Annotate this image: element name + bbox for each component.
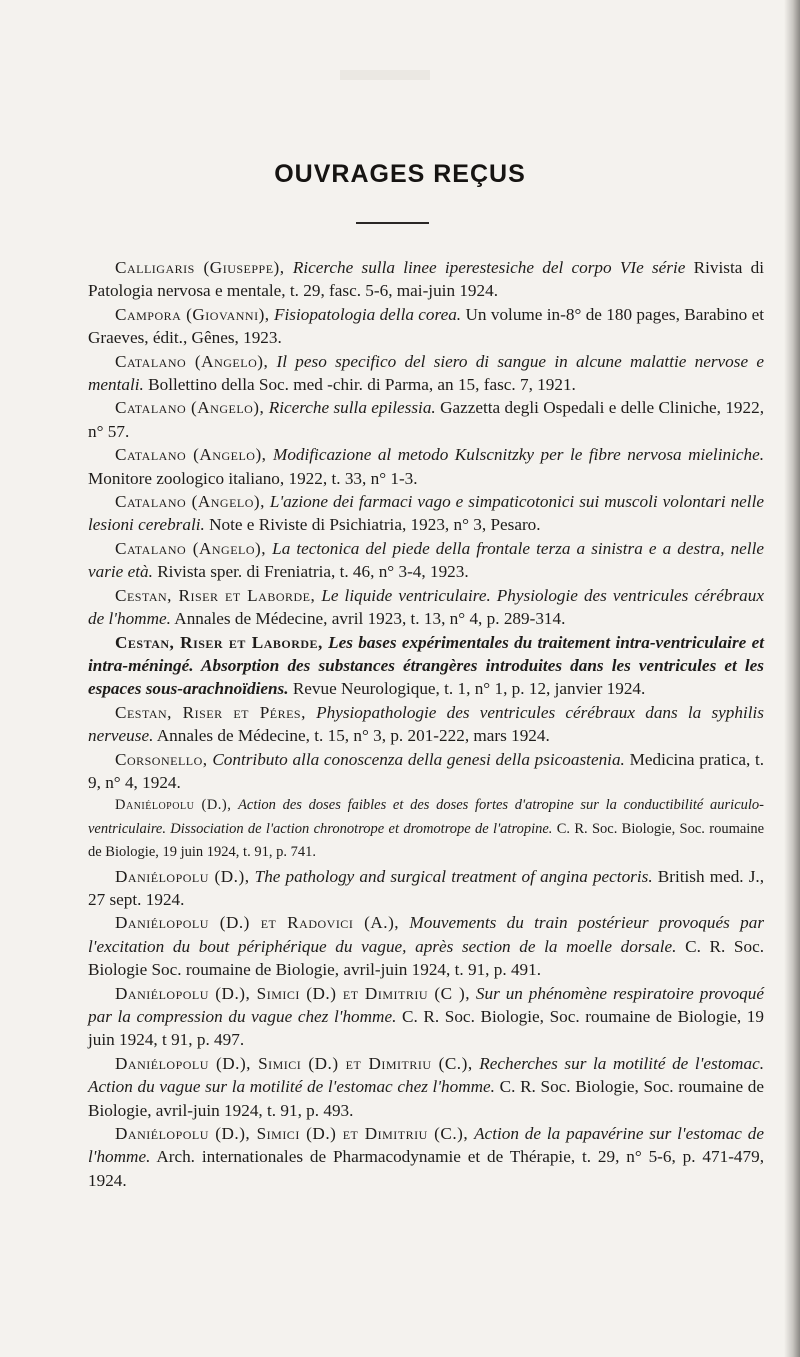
entry-author: Cestan, Riser et Laborde,	[115, 632, 323, 652]
entry-title: Recherches sur la motilité de l'estomac. Action du vague sur la motilité de l'estomac chez l'homme.	[88, 1053, 764, 1097]
entry-author: Catalano (Angelo),	[115, 538, 267, 558]
bibliography-entry	[88, 631, 764, 701]
bibliography-entry	[88, 537, 764, 584]
entry-title: La tectonica del piede della frontale terza a sinistra e a destra, nelle varie età.	[88, 538, 764, 582]
bibliography-entry	[88, 982, 764, 1052]
entry-title: L'azione dei farmaci vago e simpaticotonici sui muscoli volontari nelle lesioni cerebrali.	[88, 492, 764, 535]
entry-source: Bollettino della Soc. med -chir. di Parma, an 15, fasc. 7, 1921.	[148, 375, 576, 395]
entry-title: Fisiopatologia della corea.	[273, 304, 462, 324]
bibliography-entry	[88, 911, 764, 981]
bibliography-entry	[88, 1122, 764, 1192]
bibliography-entry	[88, 490, 764, 537]
entry-author: Catalano (Angelo),	[115, 492, 265, 512]
entry-author: Campora (Giovanni),	[115, 304, 270, 324]
entry-source: Medicina pratica, t. 9, n° 4, 1924.	[88, 749, 765, 792]
entry-source: C. R. Soc. Biologie, Soc. roumaine de Biologie, 19 juin 1924, t 91, p. 497.	[88, 1007, 764, 1050]
title-rule	[356, 222, 429, 224]
entry-author: Catalano (Angelo),	[115, 445, 267, 465]
entry-source: Gazzetta degli Ospedali e delle Cliniche, 1922, n° 57.	[88, 398, 765, 441]
entry-author: Corsonello,	[115, 749, 208, 769]
bibliography-entry	[88, 396, 764, 443]
entry-source: Annales de Médecine, t. 15, n° 3, p. 201-222, mars 1924.	[156, 726, 550, 746]
entry-title: Il peso specifico del siero di sangue in alcune malattie nervose e mentali.	[88, 351, 764, 395]
bibliography-entry	[88, 443, 764, 490]
entry-source: Rivista di Patologia nervosa e mentale, t. 29, fasc. 5-6, mai-juin 1924.	[88, 258, 764, 301]
entry-author: Daniélopolu (D.) et Radovici (A.),	[115, 913, 400, 933]
entry-author: Catalano (Angelo),	[115, 351, 269, 371]
entry-author: Daniélopolu (D.), Simici (D.) et Dimitriu (C ),	[115, 983, 471, 1003]
entry-title: Physiopathologie des ventricules cérébraux dans la syphilis nerveuse.	[88, 702, 764, 746]
bibliography-entry	[88, 865, 764, 912]
entry-title: Les bases expérimentales du traitement intra-ventriculaire et intra-méningé. Absorption des substances étrangères introduites dans les ventricules et les espaces sous-arachnoïdiens.	[88, 632, 764, 699]
entry-title: Ricerche sulla epilessia.	[268, 398, 436, 418]
entry-title: Mouvements du train postérieur provoqués par l'excitation du bout périphérique du vague, après section de la moelle dorsale.	[88, 913, 765, 956]
bibliography-entry	[88, 701, 764, 748]
bibliography-entry	[88, 350, 764, 397]
bibliography-entry	[88, 1052, 764, 1122]
entry-source: British med. J., 27 sept. 1924.	[88, 866, 765, 909]
entry-source: Revue Neurologique, t. 1, n° 1, p. 12, janvier 1924.	[292, 679, 646, 699]
entry-author: Daniélopolu (D.),	[115, 866, 250, 886]
entry-title: Modificazione al metodo Kulscnitzky per le fibre nervosa mieliniche.	[273, 445, 765, 465]
entry-source: C. R. Soc. Biologie, Soc. roumaine de Biologie, avril-juin 1924, t. 91, p. 493.	[88, 1077, 764, 1120]
entry-source: C. R. Soc. Biologie, Soc. roumaine de Biologie, 19 juin 1924, t. 91, p. 741.	[88, 820, 764, 861]
bibliography-entry	[88, 584, 764, 631]
entry-author: Cestan, Riser et Péres,	[115, 702, 306, 722]
bibliography-entry	[88, 794, 764, 864]
entry-source: Arch. internationales de Pharmacodynamie et de Thérapie, t. 29, n° 5-6, p. 471-479, 1924.	[88, 1147, 764, 1190]
entry-author: Catalano (Angelo),	[115, 398, 265, 418]
entry-title: Le liquide ventriculaire. Physiologie des ventricules cérébraux de l'homme.	[88, 585, 764, 629]
entry-source: C. R. Soc. Biologie Soc. roumaine de Biologie, avril-juin 1924, t. 91, p. 491.	[88, 936, 764, 980]
entry-author: Daniélopolu (D.),	[115, 797, 232, 814]
entry-source: Monitore zoologico italiano, 1922, t. 33, n° 1-3.	[88, 468, 418, 488]
entry-title: Contributo alla conoscenza della genesi della psicoastenia.	[212, 749, 625, 769]
entry-source: Rivista sper. di Freniatria, t. 46, n° 3-4, 1923.	[157, 562, 469, 582]
entry-source: Note e Riviste di Psichiatria, 1923, n° 3, Pesaro.	[209, 515, 541, 535]
entry-title: Sur un phénomène respiratoire provoqué par la compression du vague chez l'homme.	[88, 983, 764, 1026]
bleed-through-mark	[340, 70, 430, 80]
bibliography-entry	[88, 303, 764, 350]
entry-source: Annales de Médecine, avril 1923, t. 13, n° 4, p. 289-314.	[174, 609, 566, 629]
entry-author: Daniélopolu (D.), Simici (D.) et Dimitriu (C.),	[115, 1053, 473, 1073]
bibliography-list	[88, 256, 764, 1192]
bibliography-entry	[88, 748, 764, 795]
page-title: OUVRAGES REÇUS	[274, 160, 526, 188]
entry-title: Ricerche sulla linee iperestesiche del corpo VIe série	[292, 258, 686, 277]
entry-title: The pathology and surgical treatment of angina pectoris.	[254, 866, 653, 886]
bibliography-entry	[88, 256, 764, 303]
entry-title: Action de la papavérine sur l'estomac de l'homme.	[88, 1124, 765, 1167]
entry-author: Daniélopolu (D.), Simici (D.) et Dimitriu (C.),	[115, 1124, 469, 1144]
entry-author: Calligaris (Giuseppe),	[115, 258, 285, 277]
entry-author: Cestan, Riser et Laborde,	[115, 585, 316, 605]
page-edge-shadow	[784, 0, 800, 1357]
entry-title: Action des doses faibles et des doses fortes d'atropine sur la conductibilité auriculo-ventriculaire. Dissociation de l'action chronotrope et dromotrope de l'atropine.	[88, 797, 764, 837]
entry-source: Un volume in-8° de 180 pages, Barabino et Graeves, édit., Gênes, 1923.	[88, 304, 765, 348]
